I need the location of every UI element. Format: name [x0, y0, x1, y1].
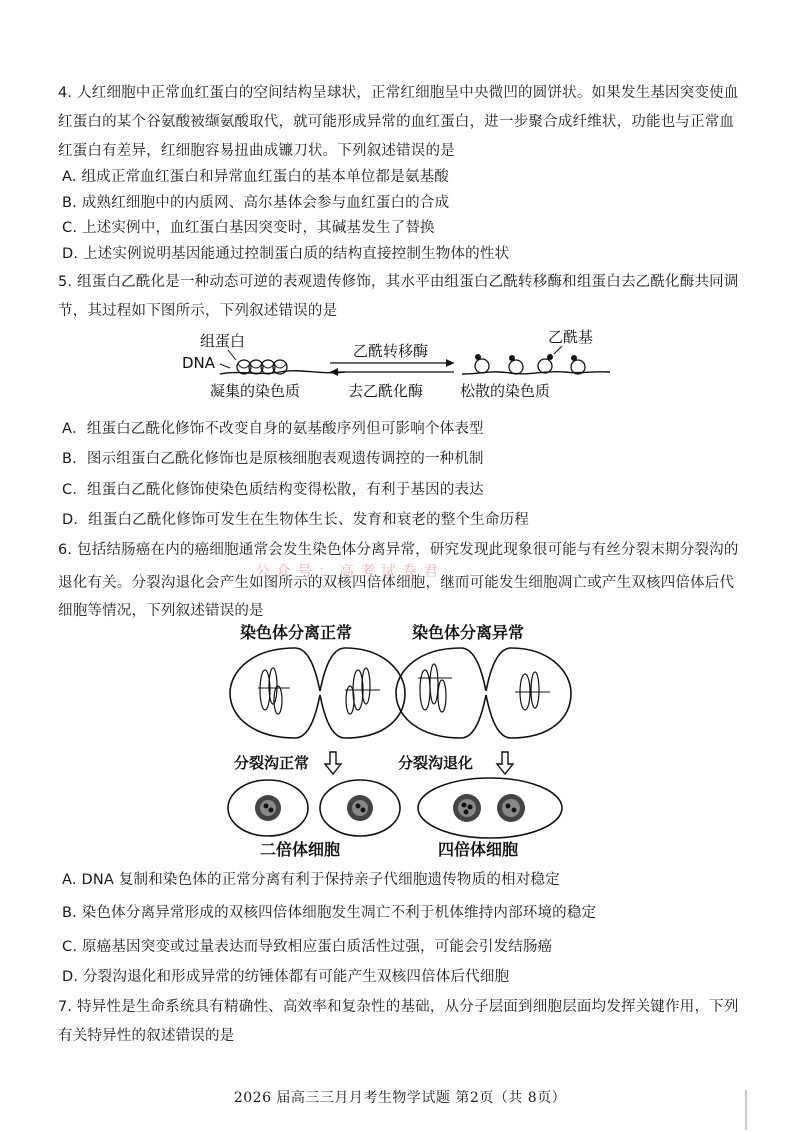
dna-pointer [220, 364, 230, 368]
enzyme-forward-label: 乙酰转移酶 [353, 342, 429, 360]
normal-separation-title: 染色体分离正常 [240, 623, 353, 642]
page-footer: 2026 届高三三月月考生物学试题 第2页（共 8页） [233, 1090, 567, 1106]
q5-option-c: C．组蛋白乙酰化修饰使染色质结构变得松散，有利于基因的表达 [62, 482, 484, 498]
watermark-text: 公众号：高考试卷君 [255, 562, 445, 580]
q4-stem-line-3: 红蛋白有差异，红细胞容易扭曲成镰刀状。下列叙述错误的是 [58, 143, 455, 159]
q4-stem-line-2: 红蛋白的某个谷氨酸被缬氨酸取代，就可能形成异常的血红蛋白，进一步聚合成纤维状，功能也与正常血 [58, 114, 735, 130]
q7-stem-line-2: 有关特异性的叙述错误的是 [58, 1028, 235, 1044]
diploid-cell-label: 二倍体细胞 [260, 840, 341, 859]
forward-arrow-head [446, 359, 454, 367]
q6-stem-line-3: 细胞等情况，下列叙述错误的是 [58, 603, 264, 619]
histone-label: 组蛋白 [200, 332, 246, 350]
cell-division-diagram [220, 618, 580, 863]
q5-option-d: D．组蛋白乙酰化修饰可发生在生物体生长、发育和衰老的整个生命历程 [62, 512, 530, 528]
condensed-chromatin-label: 凝集的染色质 [210, 382, 301, 400]
q4-option-a: A. 组成正常血红蛋白和异常血红蛋白的基本单位都是氨基酸 [62, 169, 449, 185]
tetraploid-cell-icon [418, 778, 562, 838]
q6-option-d: D. 分裂沟退化和形成异常的纺锤体都有可能产生双核四倍体后代细胞 [62, 969, 510, 985]
q4-option-d: D. 上述实例说明基因能通过控制蛋白质的结构直接控制生物体的性状 [62, 246, 510, 262]
tetraploid-cell-label: 四倍体细胞 [438, 840, 519, 859]
q4-option-b: B. 成熟红细胞中的内质网、高尔基体会参与血红蛋白的合成 [62, 195, 450, 211]
abnormal-separation-title: 染色体分离异常 [412, 623, 525, 642]
q5-stem-line-1: 5. 组蛋白乙酰化是一种动态可逆的表观遗传修饰，其水平由组蛋白乙酰转移酶和组蛋白去乙酰化酶共同调 [58, 274, 739, 290]
acetyl-label: 乙酰基 [548, 328, 594, 346]
q5-stem-line-2: 节，其过程如下图所示，下列叙述错误的是 [58, 303, 338, 319]
enzyme-reverse-label: 去乙酰化酶 [348, 382, 424, 400]
furrow-regress-label: 分裂沟退化 [398, 754, 474, 772]
diploid-cells-icon [228, 780, 400, 836]
scan-edge-mark [745, 1090, 747, 1130]
down-arrow-icon [325, 752, 341, 774]
histone-pointer [228, 350, 236, 360]
q5-option-a: A．组蛋白乙酰化修饰不改变自身的氨基酸序列但可影响个体表型 [62, 421, 484, 437]
q7-stem-line-1: 7. 特异性是生命系统具有精确性、高效率和复杂性的基础，从分子层面到细胞层面均发挥关键作用，下列 [58, 999, 739, 1015]
q6-stem-line-2: 退化有关。分裂沟退化会产生如图所示的双核四倍体细胞，继而可能发生细胞凋亡或产生双核四倍体后代 [58, 575, 735, 591]
q4-stem-line-1: 4. 人红细胞中正常血红蛋白的空间结构呈球状，正常红细胞呈中央微凹的圆饼状。如果发生基因突变使血 [58, 85, 739, 101]
q6-option-c: C. 原癌基因突变或过量表达而导致相应蛋白质活性过强，可能会引发结肠癌 [62, 939, 553, 955]
q6-option-a: A. DNA 复制和染色体的正常分离有利于保持亲子代细胞遗传物质的相对稳定 [62, 872, 560, 888]
reverse-arrow-head [330, 368, 338, 376]
dividing-cell-normal-icon [230, 648, 405, 738]
q4-option-c: C. 上述实例中，血红蛋白基因突变时，其碱基发生了替换 [62, 220, 435, 236]
condensed-chromatin-icon [220, 360, 345, 374]
q6-option-b: B. 染色体分离异常形成的双核四倍体细胞发生凋亡不利于机体维持内部环境的稳定 [62, 905, 597, 921]
q6-stem-line-1: 6. 包括结肠癌在内的癌细胞通常会发生染色体分离异常，研究发现此现象很可能与有丝分裂末期分裂沟的 [58, 542, 739, 558]
histone-acetylation-diagram [170, 320, 630, 410]
loose-chromatin-icon [462, 354, 610, 374]
dividing-cell-abnormal-icon [396, 648, 571, 738]
down-arrow-icon [497, 752, 513, 774]
acetyl-pointer [554, 346, 562, 354]
q5-option-b: B．图示组蛋白乙酰化修饰也是原核细胞表观遗传调控的一种机制 [62, 451, 484, 467]
furrow-normal-label: 分裂沟正常 [234, 754, 310, 772]
dna-label: DNA [182, 354, 216, 372]
loose-chromatin-label: 松散的染色质 [460, 382, 551, 400]
